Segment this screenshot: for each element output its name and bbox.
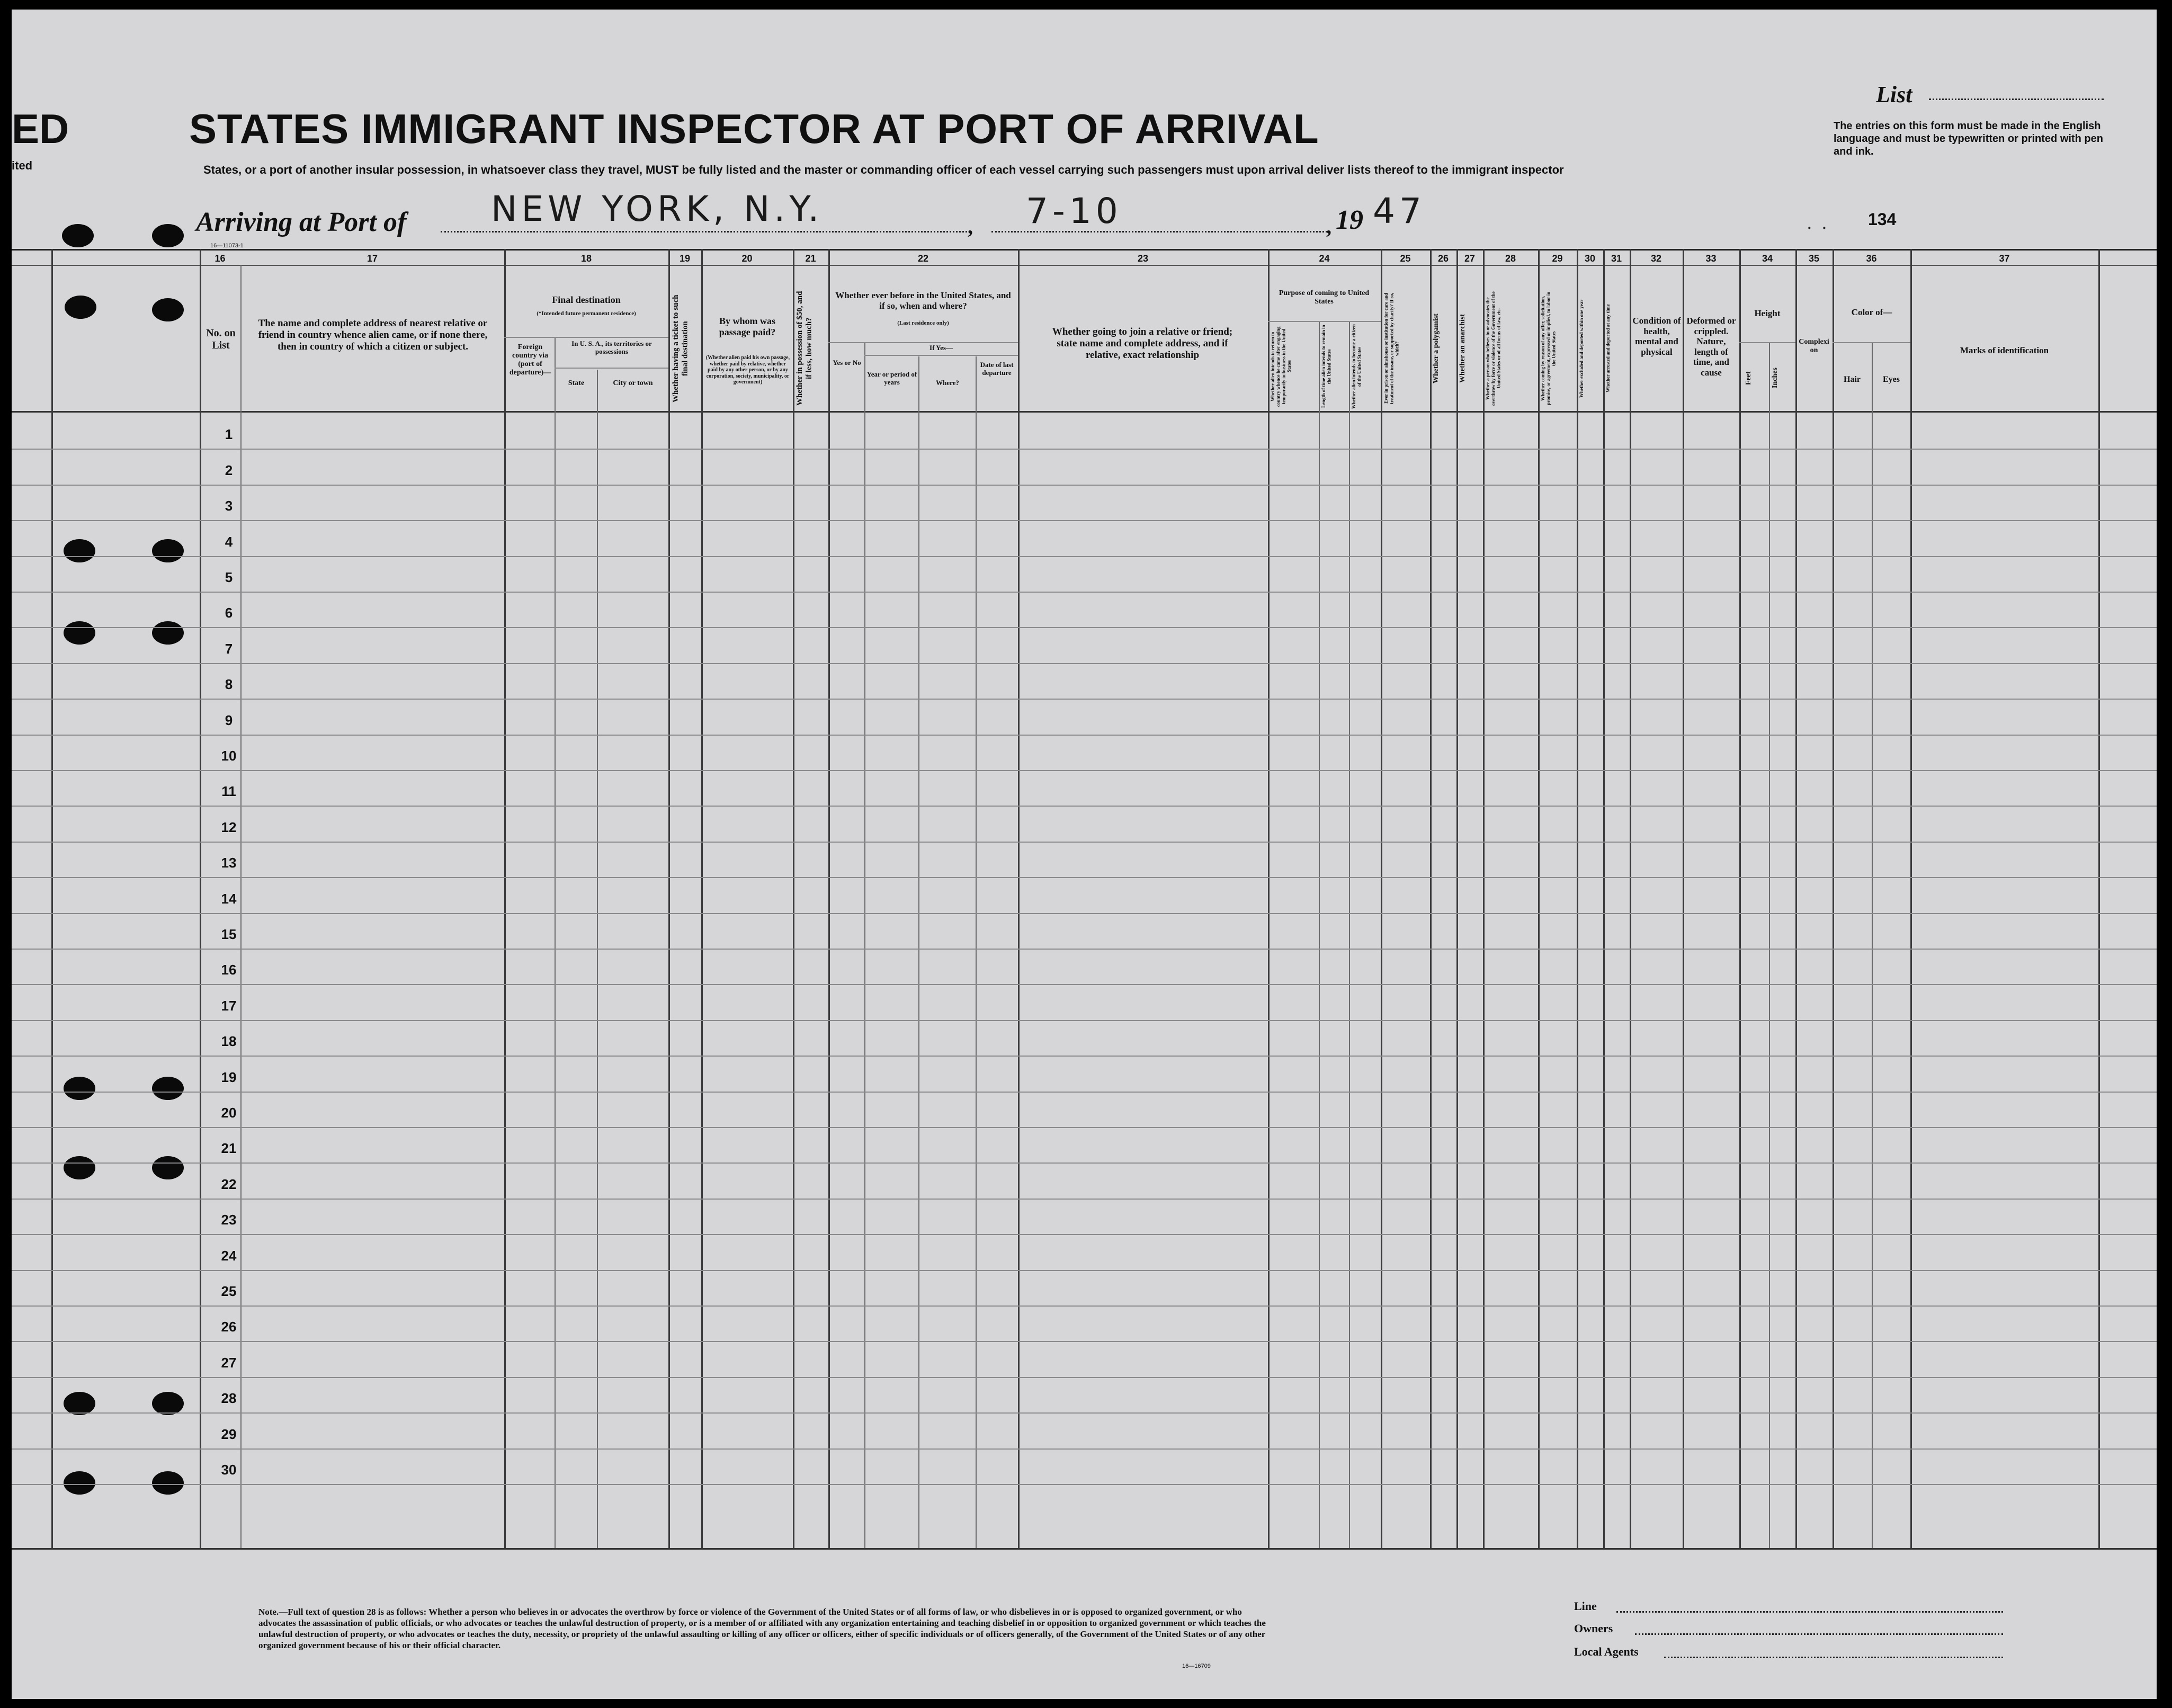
comma-mark: , — [1326, 214, 1331, 238]
table-row[interactable] — [12, 1377, 2157, 1378]
row-number: 2 — [225, 462, 233, 478]
table-top-rule — [12, 249, 2157, 251]
table-row[interactable] — [12, 913, 2157, 914]
arriving-at-port-label: Arriving at Port of — [196, 207, 407, 237]
page-number: 134 — [1868, 210, 1897, 229]
table-row[interactable] — [12, 1234, 2157, 1235]
column-rule — [1018, 249, 1020, 1548]
row-number: 30 — [221, 1462, 237, 1478]
column-number: 23 — [1137, 253, 1149, 264]
column-rule — [1683, 249, 1684, 1548]
col22-year: Year or period of years — [866, 370, 917, 386]
table-row[interactable] — [12, 1305, 2157, 1307]
column-rule — [793, 249, 794, 1548]
table-bottom-rule — [12, 1548, 2157, 1550]
date-handwritten: 7-10 — [1026, 191, 1122, 231]
row-number: 25 — [221, 1283, 237, 1299]
column-rule — [555, 338, 556, 1548]
row-number: 6 — [225, 605, 233, 621]
col24-return: Whether alien intends to return to country whence he came after engaging temporarily in business in the United States — [1270, 326, 1292, 407]
form-code: 16—11073-1 — [210, 243, 244, 249]
col23-header: Whether going to join a relative or friend; state name and complete address, and if relative, exact relationship — [1052, 326, 1233, 361]
column-number: 31 — [1611, 253, 1622, 264]
col29-header: Whether coming by reason of any offer, solicitation, promise, or agreement, expressed or implied, to labor in the United States — [1540, 291, 1557, 406]
col20-title: By whom was passage paid? — [719, 316, 776, 337]
column-number: 17 — [367, 253, 378, 264]
column-number: 33 — [1705, 253, 1717, 264]
col18-foreign: Foreign country via (port of departure)— — [509, 343, 551, 377]
col18-state: State — [568, 379, 585, 387]
table-row[interactable] — [12, 949, 2157, 950]
dot-marks: · · — [1807, 220, 1827, 236]
column-number: 24 — [1319, 253, 1330, 264]
col30-header: Whether excluded and deported within one year — [1579, 299, 1584, 398]
row-number: 28 — [221, 1390, 237, 1406]
col36-eyes: Eyes — [1883, 375, 1900, 384]
owners-label: Owners — [1574, 1622, 1613, 1635]
form-subtitle: States, or a port of another insular possession, in whatsoever class they travel, MUST be fully listed and the master or commanding officer of each vessel carrying such passengers must upon arrival deliver lists thereof to the immigrant inspector — [203, 163, 1564, 176]
col20-sub: (Whether alien paid his own passage, whether paid by relative, whether paid by any other person, or by any corporation, society, municipality, or government) — [705, 355, 790, 385]
column-rule — [1456, 249, 1458, 1548]
subheader-rule — [504, 337, 668, 338]
table-row[interactable] — [12, 984, 2157, 985]
row-number: 19 — [221, 1069, 237, 1085]
col17-header: The name and complete address of nearest relative or friend in country whence alien came, or if none there, then in country of which a citizen or subject. — [258, 318, 488, 352]
column-rule — [1739, 249, 1741, 1548]
column-rule — [1795, 249, 1797, 1548]
row-number: 9 — [225, 712, 233, 728]
column-number: 34 — [1762, 253, 1773, 264]
line-label: Line — [1574, 1599, 1597, 1613]
column-rule — [828, 249, 830, 1548]
title-fragment: ED — [12, 105, 69, 152]
subtitle-fragment: ited — [12, 159, 33, 172]
col34-feet: Feet — [1745, 371, 1753, 385]
col19-header: Whether having a ticket to such final destination — [672, 294, 690, 403]
column-number: 26 — [1437, 253, 1449, 264]
footnote — [258, 1606, 1275, 1651]
table-row[interactable] — [12, 485, 2157, 486]
table-row[interactable] — [12, 735, 2157, 736]
year-prefix: 19 — [1336, 205, 1363, 235]
port-entry-line[interactable] — [441, 231, 970, 232]
row-number: 14 — [221, 891, 237, 907]
table-row[interactable] — [12, 1270, 2157, 1271]
column-rule — [1833, 249, 1834, 1548]
col24-title: Purpose of coming to United States — [1279, 289, 1370, 306]
col22-ifyes: If Yes— — [929, 344, 953, 352]
row-number: 24 — [221, 1248, 237, 1264]
comma-mark: , — [968, 214, 973, 238]
table-row[interactable] — [12, 1199, 2157, 1200]
table-row[interactable] — [12, 627, 2157, 628]
col27-header: Whether an anarchist — [1459, 314, 1467, 383]
table-row[interactable] — [12, 1412, 2157, 1414]
punch-hole — [152, 1471, 184, 1495]
col36-hair: Hair — [1844, 375, 1861, 384]
column-rule — [918, 356, 919, 1548]
column-number: 18 — [580, 253, 592, 264]
row-number: 15 — [221, 926, 237, 942]
row-number: 20 — [221, 1105, 237, 1121]
row-number: 5 — [225, 569, 233, 585]
table-row[interactable] — [12, 520, 2157, 521]
punch-hole — [152, 1156, 184, 1179]
year-handwritten: 47 — [1373, 191, 1426, 231]
column-rule — [1538, 249, 1540, 1548]
table-row[interactable] — [12, 663, 2157, 664]
column-number: 29 — [1552, 253, 1563, 264]
table-row[interactable] — [12, 842, 2157, 843]
punch-hole — [64, 621, 95, 645]
column-rule — [1319, 322, 1320, 1548]
column-number: 25 — [1400, 253, 1411, 264]
col28-header: Whether a person who believes in or advocates the overthrow by force or violence of the Government of the United States or of all forms of law, etc. — [1485, 291, 1501, 406]
col22-where: Where? — [936, 379, 959, 387]
punch-hole — [152, 1392, 184, 1415]
col26-header: Whether a polygamist — [1432, 314, 1440, 383]
subheader-rule — [828, 342, 1018, 343]
table-row[interactable] — [12, 592, 2157, 593]
row-number: 23 — [221, 1212, 237, 1228]
col18-city: City or town — [613, 379, 653, 387]
column-rule — [668, 249, 670, 1548]
row-number: 11 — [221, 783, 236, 799]
col24-length: Length of time alien intends to remain in the United States — [1321, 325, 1332, 408]
column-rule — [504, 249, 506, 1548]
row-number: 12 — [221, 819, 237, 835]
column-rule — [976, 356, 977, 1548]
column-number: 30 — [1584, 253, 1596, 264]
col37-header: Marks of identification — [1960, 345, 2049, 355]
row-number: 7 — [225, 641, 233, 657]
col18-usa: In U. S. A., its territories or possessions — [571, 339, 652, 355]
punch-hole — [64, 1156, 95, 1179]
table-row[interactable] — [12, 1092, 2157, 1093]
footnote-text: Whether a person who believes in or advocates the overthrow by force or violence of the Government of the United States or of all forms of law, or who disbelieves in or is opposed to organized government, or who advocates the assassination of public officials, or who advocates or teaches the unlawful destruction of property, or is a member of or affiliated with any organization entertaining and teaching disbelief in or opposition to organized government or which teaches the unlawful destruction of property, or who advocates or teaches the duty, necessity, or propriety of the unlawful assaulting or killing of any officer or officers, either of specific individuals or of officers generally, of the Government of the United States or of any other organized government because of his or their official character. — [258, 1607, 1266, 1650]
col22-title: Whether ever before in the United States, and if so, when and where? — [835, 290, 1011, 311]
list-entry-line[interactable] — [1929, 99, 2104, 100]
column-number-rule — [12, 265, 2157, 266]
table-row[interactable] — [12, 1020, 2157, 1021]
column-rule — [1910, 249, 1912, 1548]
table-row[interactable] — [12, 1484, 2157, 1485]
punch-hole — [152, 298, 184, 321]
column-number: 37 — [1999, 253, 2010, 264]
column-rule — [1430, 249, 1432, 1548]
column-rule — [1603, 249, 1605, 1548]
col31-header: Whether arrested and deported at any time — [1605, 304, 1611, 393]
row-number: 22 — [221, 1176, 237, 1192]
column-number: 27 — [1464, 253, 1476, 264]
column-rule — [701, 249, 703, 1548]
row-number: 26 — [221, 1319, 237, 1335]
col36-title: Color of— — [1851, 307, 1892, 317]
col32-header: Condition of health, mental and physical — [1632, 316, 1681, 357]
table-row[interactable] — [12, 806, 2157, 807]
local-agents-entry-line[interactable] — [1664, 1657, 2003, 1658]
column-rule — [1872, 343, 1873, 1548]
punch-hole — [152, 621, 184, 645]
table-row[interactable] — [12, 556, 2157, 557]
port-handwritten: NEW YORK, N.Y. — [491, 189, 824, 229]
list-label: List — [1876, 82, 1912, 108]
column-number: 32 — [1650, 253, 1662, 264]
column-rule — [864, 343, 865, 1548]
table-row[interactable] — [12, 699, 2157, 700]
column-rule — [1577, 249, 1578, 1548]
footer-form-code: 16—16709 — [1182, 1663, 1211, 1669]
row-number: 10 — [221, 748, 237, 764]
table-row[interactable] — [12, 770, 2157, 771]
column-rule — [1268, 249, 1270, 1548]
table-row[interactable] — [12, 1162, 2157, 1164]
col16-header: No. on List — [206, 327, 236, 351]
subheader-rule — [1833, 342, 1910, 343]
col33-header: Deformed or crippled. Nature, length of time, and cause — [1686, 316, 1736, 378]
punch-hole — [62, 224, 94, 247]
col25-header: Ever in prison or almshouse or institution for care and treatment of the insane, or supported by charity? If so, which? — [1383, 293, 1400, 404]
column-rule — [51, 249, 53, 1548]
row-number: 1 — [225, 426, 233, 442]
footnote-lead: Note.—Full text of question 28 is as follows: — [258, 1607, 427, 1617]
header-bottom-rule — [12, 411, 2157, 413]
punch-hole — [152, 224, 184, 247]
row-number: 3 — [225, 498, 233, 514]
subheader-rule — [1268, 321, 1381, 322]
punch-hole — [64, 1471, 95, 1495]
column-rule — [2098, 249, 2100, 1548]
table-row[interactable] — [12, 1448, 2157, 1450]
col22-sub: (Last residence only) — [897, 320, 949, 326]
punch-hole — [64, 1077, 95, 1100]
column-number: 28 — [1505, 253, 1516, 264]
form-title: STATES IMMIGRANT INSPECTOR AT PORT OF ARRIVAL — [189, 105, 1319, 152]
column-number: 36 — [1866, 253, 1877, 264]
row-number: 18 — [221, 1033, 237, 1049]
col24-citizen: Whether alien intends to become a citizen of the United States — [1351, 324, 1362, 409]
col18-title: Final destination — [552, 294, 621, 305]
manifest-sheet — [12, 10, 2157, 1699]
owners-entry-line[interactable] — [1635, 1633, 2003, 1635]
column-number: 19 — [679, 253, 691, 264]
col18-subtitle: (*Intended future permanent residence) — [537, 310, 636, 317]
column-rule — [1349, 322, 1350, 1548]
col21-header: Whether in possession of $50, and if less, how much? — [795, 291, 814, 406]
table-row[interactable] — [12, 449, 2157, 450]
punch-hole — [152, 539, 184, 562]
column-number: 22 — [917, 253, 929, 264]
row-number: 21 — [221, 1140, 237, 1156]
punch-hole — [65, 296, 96, 319]
row-number: 16 — [221, 962, 237, 978]
row-number: 4 — [225, 534, 233, 550]
column-rule — [597, 370, 598, 1548]
english-language-notice: The entries on this form must be made in the English language and must be typewritten or printed with pen and ink. — [1834, 120, 2103, 157]
table-row[interactable] — [12, 1341, 2157, 1342]
punch-hole — [64, 1392, 95, 1415]
row-number: 8 — [225, 676, 233, 692]
row-number: 27 — [221, 1355, 237, 1371]
col22-yesno: Yes or No — [833, 359, 861, 366]
col34-inches: Inches — [1771, 368, 1779, 389]
row-number: 13 — [221, 855, 237, 871]
column-number: 20 — [741, 253, 753, 264]
row-number: 17 — [221, 998, 237, 1014]
column-number: 35 — [1808, 253, 1820, 264]
subheader-rule — [864, 355, 1018, 356]
column-number: 21 — [805, 253, 816, 264]
local-agents-label: Local Agents — [1574, 1645, 1639, 1658]
subheader-rule — [555, 368, 668, 369]
row-number: 29 — [221, 1426, 237, 1442]
col22-date: Date of last departure — [980, 361, 1014, 377]
column-rule — [1769, 343, 1770, 1548]
col34-title: Height — [1754, 308, 1781, 318]
table-row[interactable] — [12, 877, 2157, 878]
line-entry-line[interactable] — [1616, 1611, 2003, 1613]
column-rule — [1483, 249, 1485, 1548]
subheader-rule — [1739, 342, 1795, 343]
punch-hole — [152, 1077, 184, 1100]
column-number: 16 — [214, 253, 226, 264]
punch-hole — [64, 539, 95, 562]
table-row[interactable] — [12, 1127, 2157, 1128]
col35-header: Complexion — [1799, 338, 1829, 355]
column-rule — [1630, 249, 1631, 1548]
column-rule — [1381, 249, 1382, 1548]
table-row[interactable] — [12, 1056, 2157, 1057]
